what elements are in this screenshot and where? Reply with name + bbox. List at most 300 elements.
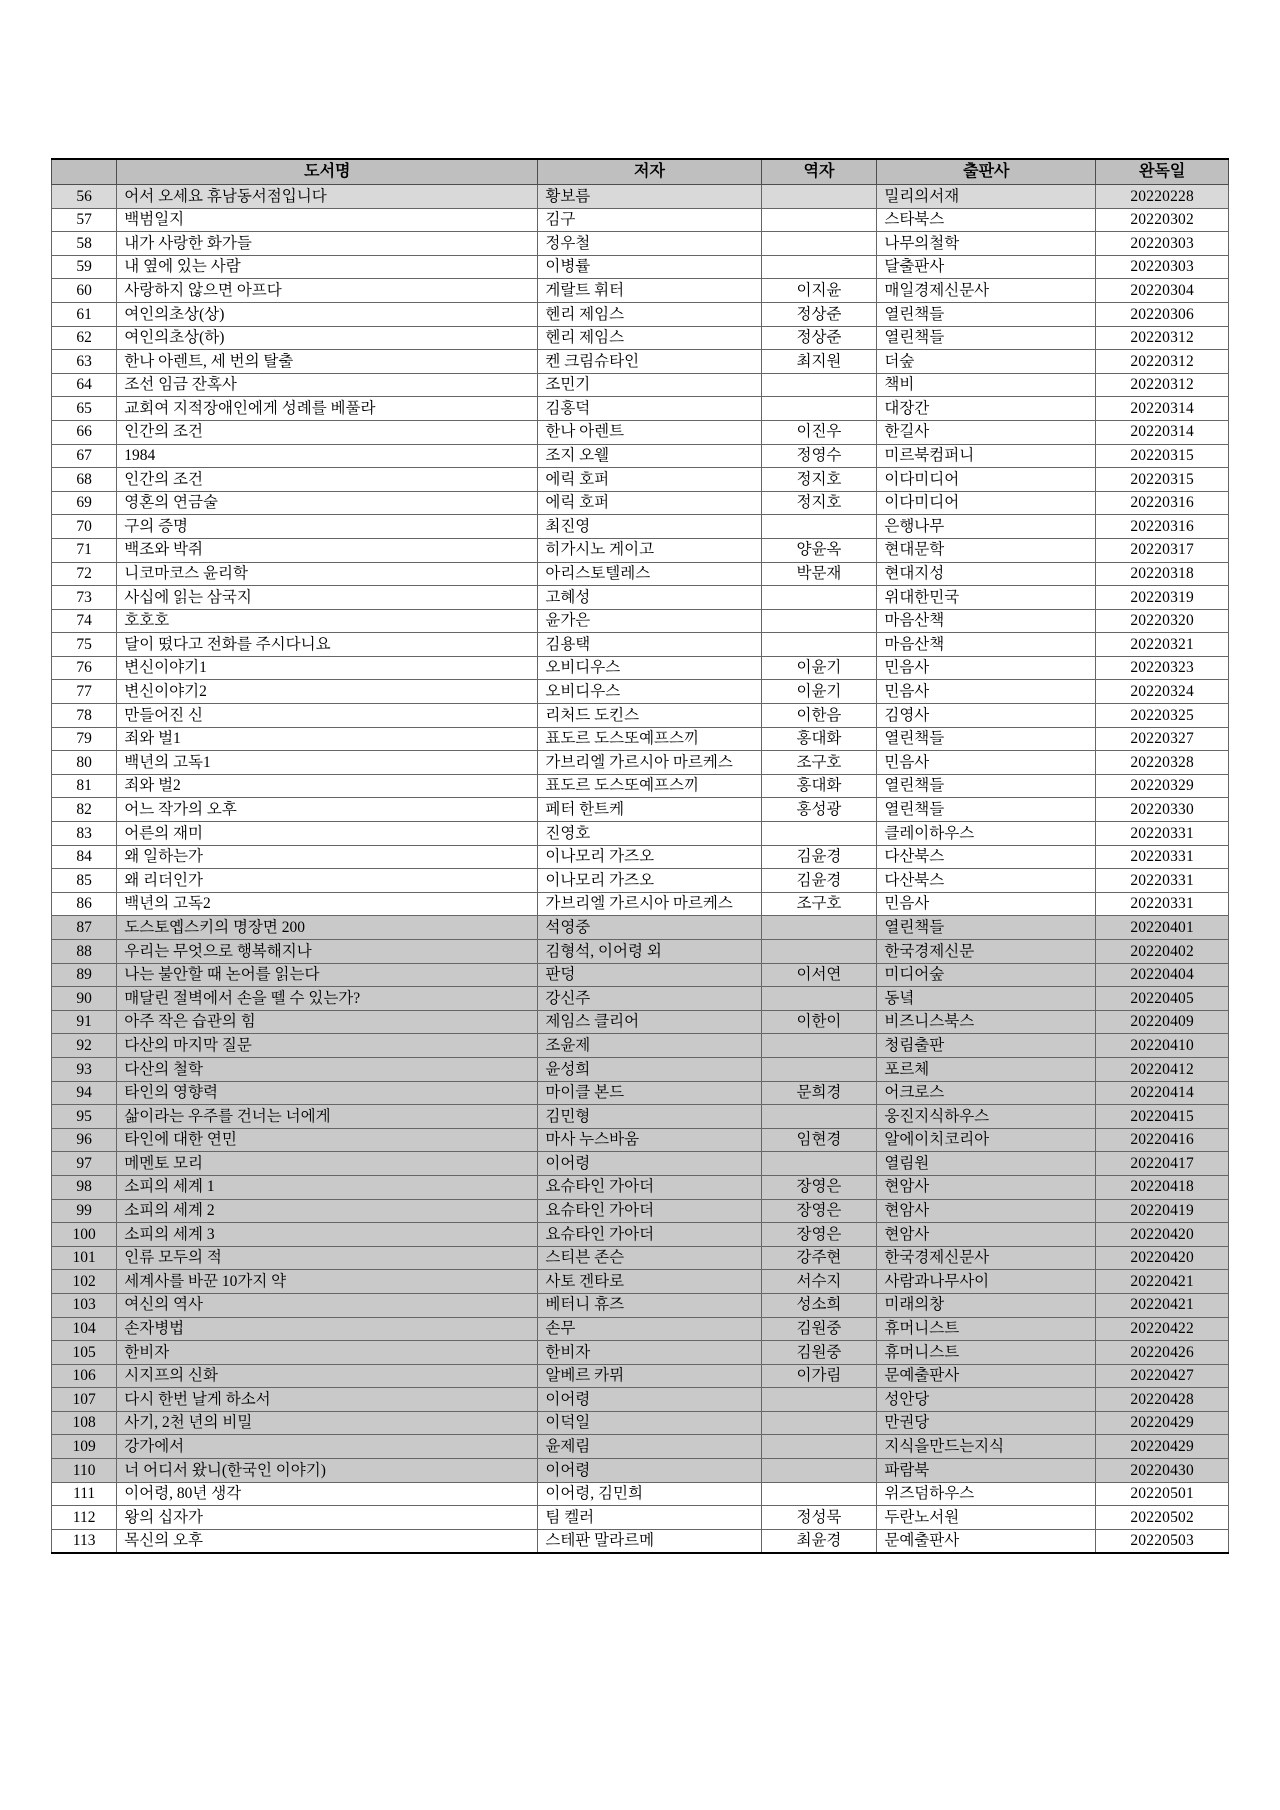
row-index-cell: 97 xyxy=(52,1152,117,1176)
finished-date-cell: 20220419 xyxy=(1096,1199,1229,1223)
row-index-cell: 71 xyxy=(52,538,117,562)
finished-date-cell: 20220331 xyxy=(1096,845,1229,869)
table-row xyxy=(52,350,1229,374)
finished-date-cell: 20220314 xyxy=(1096,420,1229,444)
book-publisher-cell: 대장간 xyxy=(877,397,1096,421)
book-author-cell: 이어령 xyxy=(538,1459,761,1483)
book-title-cell: 한비자 xyxy=(117,1341,538,1365)
book-title-cell: 인간의 조건 xyxy=(117,468,538,492)
book-author-cell: 에릭 호퍼 xyxy=(538,491,761,515)
table-row xyxy=(52,279,1229,303)
book-translator-cell: 이지윤 xyxy=(761,279,877,303)
book-translator-cell xyxy=(761,1034,877,1058)
table-row xyxy=(52,1435,1229,1459)
row-index-cell: 80 xyxy=(52,751,117,775)
row-index-cell: 87 xyxy=(52,916,117,940)
table-row xyxy=(52,515,1229,539)
table-row xyxy=(52,491,1229,515)
finished-date-cell: 20220319 xyxy=(1096,586,1229,610)
book-title-cell: 여인의초상(상) xyxy=(117,302,538,326)
book-title-cell: 손자병법 xyxy=(117,1317,538,1341)
finished-date-cell: 20220306 xyxy=(1096,302,1229,326)
table-row xyxy=(52,869,1229,893)
book-publisher-cell: 민음사 xyxy=(877,751,1096,775)
book-translator-cell xyxy=(761,1057,877,1081)
row-index-cell: 79 xyxy=(52,727,117,751)
finished-date-cell: 20220501 xyxy=(1096,1482,1229,1506)
book-translator-cell: 장영은 xyxy=(761,1175,877,1199)
book-publisher-cell: 다산북스 xyxy=(877,869,1096,893)
finished-date-cell: 20220316 xyxy=(1096,515,1229,539)
book-title-cell: 나는 불안할 때 논어를 읽는다 xyxy=(117,963,538,987)
book-publisher-cell: 한국경제신문 xyxy=(877,940,1096,964)
column-header-index xyxy=(52,159,117,185)
book-translator-cell: 박문재 xyxy=(761,562,877,586)
book-author-cell: 에릭 호퍼 xyxy=(538,468,761,492)
finished-date-cell: 20220503 xyxy=(1096,1529,1229,1553)
book-author-cell: 헨리 제임스 xyxy=(538,302,761,326)
book-publisher-cell: 알에이치코리아 xyxy=(877,1128,1096,1152)
book-title-cell: 구의 증명 xyxy=(117,515,538,539)
book-translator-cell: 정상준 xyxy=(761,326,877,350)
table-row xyxy=(52,680,1229,704)
table-row xyxy=(52,1128,1229,1152)
book-translator-cell: 이서연 xyxy=(761,963,877,987)
book-translator-cell: 조구호 xyxy=(761,892,877,916)
finished-date-cell: 20220303 xyxy=(1096,255,1229,279)
finished-date-cell: 20220426 xyxy=(1096,1341,1229,1365)
finished-date-cell: 20220329 xyxy=(1096,774,1229,798)
finished-date-cell: 20220312 xyxy=(1096,326,1229,350)
book-translator-cell: 홍성광 xyxy=(761,798,877,822)
book-publisher-cell: 휴머니스트 xyxy=(877,1317,1096,1341)
finished-date-cell: 20220317 xyxy=(1096,538,1229,562)
book-list-table xyxy=(51,158,1229,1554)
table-row xyxy=(52,208,1229,232)
finished-date-cell: 20220331 xyxy=(1096,822,1229,846)
book-author-cell: 정우철 xyxy=(538,232,761,256)
finished-date-cell: 20220416 xyxy=(1096,1128,1229,1152)
book-author-cell: 오비디우스 xyxy=(538,656,761,680)
row-index-cell: 82 xyxy=(52,798,117,822)
row-index-cell: 64 xyxy=(52,373,117,397)
row-index-cell: 99 xyxy=(52,1199,117,1223)
book-publisher-cell: 스타북스 xyxy=(877,208,1096,232)
book-title-cell: 왜 일하는가 xyxy=(117,845,538,869)
book-title-cell: 타인에 대한 연민 xyxy=(117,1128,538,1152)
book-publisher-cell: 민음사 xyxy=(877,656,1096,680)
table-row xyxy=(52,444,1229,468)
book-translator-cell: 정성묵 xyxy=(761,1506,877,1530)
book-publisher-cell: 사람과나무사이 xyxy=(877,1270,1096,1294)
book-title-cell: 너 어디서 왔니(한국인 이야기) xyxy=(117,1459,538,1483)
finished-date-cell: 20220401 xyxy=(1096,916,1229,940)
table-row xyxy=(52,468,1229,492)
book-publisher-cell: 이다미디어 xyxy=(877,491,1096,515)
finished-date-cell: 20220402 xyxy=(1096,940,1229,964)
book-translator-cell: 김원중 xyxy=(761,1317,877,1341)
finished-date-cell: 20220320 xyxy=(1096,609,1229,633)
row-index-cell: 65 xyxy=(52,397,117,421)
row-index-cell: 77 xyxy=(52,680,117,704)
table-row xyxy=(52,538,1229,562)
row-index-cell: 89 xyxy=(52,963,117,987)
row-index-cell: 67 xyxy=(52,444,117,468)
book-translator-cell xyxy=(761,633,877,657)
book-author-cell: 이어령 xyxy=(538,1152,761,1176)
finished-date-cell: 20220314 xyxy=(1096,397,1229,421)
table-body xyxy=(52,185,1229,1554)
row-index-cell: 58 xyxy=(52,232,117,256)
book-title-cell: 소피의 세계 1 xyxy=(117,1175,538,1199)
table-row xyxy=(52,373,1229,397)
book-title-cell: 시지프의 신화 xyxy=(117,1364,538,1388)
book-translator-cell: 성소희 xyxy=(761,1293,877,1317)
finished-date-cell: 20220316 xyxy=(1096,491,1229,515)
book-author-cell: 표도르 도스또예프스끼 xyxy=(538,727,761,751)
book-title-cell: 니코마코스 윤리학 xyxy=(117,562,538,586)
table-row xyxy=(52,822,1229,846)
book-publisher-cell: 청림출판 xyxy=(877,1034,1096,1058)
table-row xyxy=(52,798,1229,822)
book-translator-cell xyxy=(761,255,877,279)
row-index-cell: 68 xyxy=(52,468,117,492)
table-row xyxy=(52,1081,1229,1105)
row-index-cell: 56 xyxy=(52,185,117,209)
book-author-cell: 알베르 카뮈 xyxy=(538,1364,761,1388)
book-title-cell: 이어령, 80년 생각 xyxy=(117,1482,538,1506)
finished-date-cell: 20220312 xyxy=(1096,350,1229,374)
book-title-cell: 삶이라는 우주를 건너는 너에게 xyxy=(117,1105,538,1129)
book-publisher-cell: 문예출판사 xyxy=(877,1529,1096,1553)
book-publisher-cell: 김영사 xyxy=(877,704,1096,728)
row-index-cell: 90 xyxy=(52,987,117,1011)
column-header-title: 도서명 xyxy=(117,159,538,185)
book-publisher-cell: 민음사 xyxy=(877,892,1096,916)
finished-date-cell: 20220412 xyxy=(1096,1057,1229,1081)
row-index-cell: 60 xyxy=(52,279,117,303)
row-index-cell: 85 xyxy=(52,869,117,893)
book-publisher-cell: 동녘 xyxy=(877,987,1096,1011)
book-author-cell: 페터 한트케 xyxy=(538,798,761,822)
finished-date-cell: 20220429 xyxy=(1096,1435,1229,1459)
book-author-cell: 헨리 제임스 xyxy=(538,326,761,350)
table-row xyxy=(52,1270,1229,1294)
finished-date-cell: 20220418 xyxy=(1096,1175,1229,1199)
book-title-cell: 백년의 고독1 xyxy=(117,751,538,775)
book-publisher-cell: 열린책들 xyxy=(877,916,1096,940)
finished-date-cell: 20220427 xyxy=(1096,1364,1229,1388)
row-index-cell: 84 xyxy=(52,845,117,869)
book-title-cell: 세계사를 바꾼 10가지 약 xyxy=(117,1270,538,1294)
row-index-cell: 104 xyxy=(52,1317,117,1341)
book-title-cell: 도스토옙스키의 명장면 200 xyxy=(117,916,538,940)
book-translator-cell: 이가림 xyxy=(761,1364,877,1388)
table-row xyxy=(52,1293,1229,1317)
table-row xyxy=(52,185,1229,209)
book-publisher-cell: 포르체 xyxy=(877,1057,1096,1081)
book-publisher-cell: 휴머니스트 xyxy=(877,1341,1096,1365)
book-publisher-cell: 두란노서원 xyxy=(877,1506,1096,1530)
book-title-cell: 다시 한번 날게 하소서 xyxy=(117,1388,538,1412)
table-row xyxy=(52,232,1229,256)
finished-date-cell: 20220405 xyxy=(1096,987,1229,1011)
book-author-cell: 마이클 본드 xyxy=(538,1081,761,1105)
book-author-cell: 손무 xyxy=(538,1317,761,1341)
book-translator-cell xyxy=(761,515,877,539)
book-title-cell: 메멘토 모리 xyxy=(117,1152,538,1176)
book-publisher-cell: 문예출판사 xyxy=(877,1364,1096,1388)
book-title-cell: 인간의 조건 xyxy=(117,420,538,444)
book-translator-cell xyxy=(761,1388,877,1412)
book-publisher-cell: 열린책들 xyxy=(877,326,1096,350)
finished-date-cell: 20220331 xyxy=(1096,892,1229,916)
row-index-cell: 66 xyxy=(52,420,117,444)
book-author-cell: 요슈타인 가아더 xyxy=(538,1175,761,1199)
book-title-cell: 교회여 지적장애인에게 성례를 베풀라 xyxy=(117,397,538,421)
column-header-translator: 역자 xyxy=(761,159,877,185)
book-translator-cell xyxy=(761,1435,877,1459)
book-publisher-cell: 열린책들 xyxy=(877,798,1096,822)
book-author-cell: 조민기 xyxy=(538,373,761,397)
table-row xyxy=(52,1034,1229,1058)
book-publisher-cell: 매일경제신문사 xyxy=(877,279,1096,303)
book-translator-cell xyxy=(761,185,877,209)
table-row xyxy=(52,1246,1229,1270)
table-row xyxy=(52,1411,1229,1435)
row-index-cell: 63 xyxy=(52,350,117,374)
table-row xyxy=(52,1459,1229,1483)
finished-date-cell: 20220428 xyxy=(1096,1388,1229,1412)
row-index-cell: 100 xyxy=(52,1223,117,1247)
book-publisher-cell: 밀리의서재 xyxy=(877,185,1096,209)
book-publisher-cell: 열린책들 xyxy=(877,302,1096,326)
book-translator-cell: 임현경 xyxy=(761,1128,877,1152)
book-translator-cell xyxy=(761,822,877,846)
book-author-cell: 히가시노 게이고 xyxy=(538,538,761,562)
finished-date-cell: 20220502 xyxy=(1096,1506,1229,1530)
table-row xyxy=(52,727,1229,751)
finished-date-cell: 20220304 xyxy=(1096,279,1229,303)
book-author-cell: 김구 xyxy=(538,208,761,232)
book-translator-cell xyxy=(761,208,877,232)
row-index-cell: 81 xyxy=(52,774,117,798)
book-author-cell: 요슈타인 가아더 xyxy=(538,1199,761,1223)
finished-date-cell: 20220318 xyxy=(1096,562,1229,586)
book-translator-cell xyxy=(761,1152,877,1176)
book-title-cell: 내가 사랑한 화가들 xyxy=(117,232,538,256)
book-title-cell: 백년의 고독2 xyxy=(117,892,538,916)
book-translator-cell xyxy=(761,373,877,397)
book-publisher-cell: 책비 xyxy=(877,373,1096,397)
book-author-cell: 판덩 xyxy=(538,963,761,987)
row-index-cell: 62 xyxy=(52,326,117,350)
book-publisher-cell: 현암사 xyxy=(877,1175,1096,1199)
row-index-cell: 109 xyxy=(52,1435,117,1459)
row-index-cell: 105 xyxy=(52,1341,117,1365)
book-publisher-cell: 이다미디어 xyxy=(877,468,1096,492)
book-translator-cell xyxy=(761,1105,877,1129)
table-row xyxy=(52,845,1229,869)
book-author-cell: 석영중 xyxy=(538,916,761,940)
row-index-cell: 101 xyxy=(52,1246,117,1270)
book-publisher-cell: 비즈니스북스 xyxy=(877,1010,1096,1034)
row-index-cell: 112 xyxy=(52,1506,117,1530)
book-publisher-cell: 만권당 xyxy=(877,1411,1096,1435)
book-publisher-cell: 웅진지식하우스 xyxy=(877,1105,1096,1129)
book-translator-cell: 양윤옥 xyxy=(761,538,877,562)
book-publisher-cell: 마음산책 xyxy=(877,633,1096,657)
row-index-cell: 96 xyxy=(52,1128,117,1152)
book-translator-cell xyxy=(761,1411,877,1435)
book-translator-cell xyxy=(761,232,877,256)
book-translator-cell: 문희경 xyxy=(761,1081,877,1105)
book-translator-cell: 정지호 xyxy=(761,468,877,492)
book-publisher-cell: 나무의철학 xyxy=(877,232,1096,256)
book-title-cell: 사기, 2천 년의 비밀 xyxy=(117,1411,538,1435)
book-author-cell: 이어령 xyxy=(538,1388,761,1412)
book-publisher-cell: 현암사 xyxy=(877,1223,1096,1247)
finished-date-cell: 20220327 xyxy=(1096,727,1229,751)
book-publisher-cell: 한길사 xyxy=(877,420,1096,444)
book-publisher-cell: 미디어숲 xyxy=(877,963,1096,987)
finished-date-cell: 20220312 xyxy=(1096,373,1229,397)
book-author-cell: 팀 켈러 xyxy=(538,1506,761,1530)
book-translator-cell: 정지호 xyxy=(761,491,877,515)
book-publisher-cell: 클레이하우스 xyxy=(877,822,1096,846)
row-index-cell: 92 xyxy=(52,1034,117,1058)
finished-date-cell: 20220430 xyxy=(1096,1459,1229,1483)
table-row xyxy=(52,751,1229,775)
book-publisher-cell: 더숲 xyxy=(877,350,1096,374)
book-publisher-cell: 미르북컴퍼니 xyxy=(877,444,1096,468)
book-title-cell: 내 옆에 있는 사람 xyxy=(117,255,538,279)
book-author-cell: 김홍덕 xyxy=(538,397,761,421)
finished-date-cell: 20220321 xyxy=(1096,633,1229,657)
row-index-cell: 91 xyxy=(52,1010,117,1034)
book-title-cell: 영혼의 연금술 xyxy=(117,491,538,515)
table-row xyxy=(52,1105,1229,1129)
row-index-cell: 102 xyxy=(52,1270,117,1294)
book-title-cell: 변신이야기2 xyxy=(117,680,538,704)
table-row xyxy=(52,1152,1229,1176)
finished-date-cell: 20220323 xyxy=(1096,656,1229,680)
book-author-cell: 이나모리 가즈오 xyxy=(538,869,761,893)
book-author-cell: 스테판 말라르메 xyxy=(538,1529,761,1553)
table-row xyxy=(52,916,1229,940)
book-title-cell: 다산의 철학 xyxy=(117,1057,538,1081)
table-row xyxy=(52,397,1229,421)
finished-date-cell: 20220417 xyxy=(1096,1152,1229,1176)
book-title-cell: 왕의 십자가 xyxy=(117,1506,538,1530)
book-translator-cell: 이진우 xyxy=(761,420,877,444)
finished-date-cell: 20220415 xyxy=(1096,1105,1229,1129)
table-row xyxy=(52,987,1229,1011)
book-translator-cell: 이한이 xyxy=(761,1010,877,1034)
table-row xyxy=(52,255,1229,279)
book-author-cell: 이나모리 가즈오 xyxy=(538,845,761,869)
finished-date-cell: 20220330 xyxy=(1096,798,1229,822)
book-title-cell: 타인의 영향력 xyxy=(117,1081,538,1105)
book-author-cell: 리처드 도킨스 xyxy=(538,704,761,728)
book-title-cell: 소피의 세계 3 xyxy=(117,1223,538,1247)
table-row xyxy=(52,1529,1229,1553)
row-index-cell: 110 xyxy=(52,1459,117,1483)
book-translator-cell: 김윤경 xyxy=(761,845,877,869)
book-title-cell: 우리는 무엇으로 행복해지나 xyxy=(117,940,538,964)
book-author-cell: 마사 누스바움 xyxy=(538,1128,761,1152)
book-author-cell: 이어령, 김민희 xyxy=(538,1482,761,1506)
book-publisher-cell: 현암사 xyxy=(877,1199,1096,1223)
book-translator-cell xyxy=(761,609,877,633)
column-header-finished-date: 완독일 xyxy=(1096,159,1229,185)
book-author-cell: 켄 크림슈타인 xyxy=(538,350,761,374)
book-publisher-cell: 성안당 xyxy=(877,1388,1096,1412)
book-author-cell: 진영호 xyxy=(538,822,761,846)
finished-date-cell: 20220409 xyxy=(1096,1010,1229,1034)
book-publisher-cell: 다산북스 xyxy=(877,845,1096,869)
book-translator-cell xyxy=(761,1482,877,1506)
book-author-cell: 조지 오웰 xyxy=(538,444,761,468)
row-index-cell: 95 xyxy=(52,1105,117,1129)
book-publisher-cell: 지식을만드는지식 xyxy=(877,1435,1096,1459)
book-author-cell: 김형석, 이어령 외 xyxy=(538,940,761,964)
row-index-cell: 61 xyxy=(52,302,117,326)
book-title-cell: 백조와 박쥐 xyxy=(117,538,538,562)
book-publisher-cell: 달출판사 xyxy=(877,255,1096,279)
book-translator-cell: 정영수 xyxy=(761,444,877,468)
table-row xyxy=(52,420,1229,444)
book-publisher-cell: 어크로스 xyxy=(877,1081,1096,1105)
book-translator-cell: 정상준 xyxy=(761,302,877,326)
book-title-cell: 사랑하지 않으면 아프다 xyxy=(117,279,538,303)
finished-date-cell: 20220228 xyxy=(1096,185,1229,209)
table-row xyxy=(52,586,1229,610)
book-publisher-cell: 마음산책 xyxy=(877,609,1096,633)
book-author-cell: 강신주 xyxy=(538,987,761,1011)
book-translator-cell xyxy=(761,1459,877,1483)
column-header-author: 저자 xyxy=(538,159,761,185)
book-author-cell: 가브리엘 가르시아 마르케스 xyxy=(538,892,761,916)
row-index-cell: 59 xyxy=(52,255,117,279)
row-index-cell: 106 xyxy=(52,1364,117,1388)
row-index-cell: 73 xyxy=(52,586,117,610)
book-author-cell: 제임스 클리어 xyxy=(538,1010,761,1034)
book-title-cell: 매달린 절벽에서 손을 뗄 수 있는가? xyxy=(117,987,538,1011)
book-title-cell: 여신의 역사 xyxy=(117,1293,538,1317)
row-index-cell: 94 xyxy=(52,1081,117,1105)
book-translator-cell: 홍대화 xyxy=(761,774,877,798)
book-translator-cell: 서수지 xyxy=(761,1270,877,1294)
book-author-cell: 사토 겐타로 xyxy=(538,1270,761,1294)
book-publisher-cell: 현대지성 xyxy=(877,562,1096,586)
book-translator-cell: 장영은 xyxy=(761,1199,877,1223)
table-row xyxy=(52,562,1229,586)
table-header xyxy=(52,159,1229,185)
column-header-publisher: 출판사 xyxy=(877,159,1096,185)
book-author-cell: 김용택 xyxy=(538,633,761,657)
table-row xyxy=(52,1482,1229,1506)
finished-date-cell: 20220303 xyxy=(1096,232,1229,256)
book-translator-cell: 최윤경 xyxy=(761,1529,877,1553)
finished-date-cell: 20220420 xyxy=(1096,1246,1229,1270)
book-publisher-cell: 미래의창 xyxy=(877,1293,1096,1317)
table-row xyxy=(52,302,1229,326)
table-row xyxy=(52,609,1229,633)
book-author-cell: 최진영 xyxy=(538,515,761,539)
row-index-cell: 76 xyxy=(52,656,117,680)
book-publisher-cell: 은행나무 xyxy=(877,515,1096,539)
